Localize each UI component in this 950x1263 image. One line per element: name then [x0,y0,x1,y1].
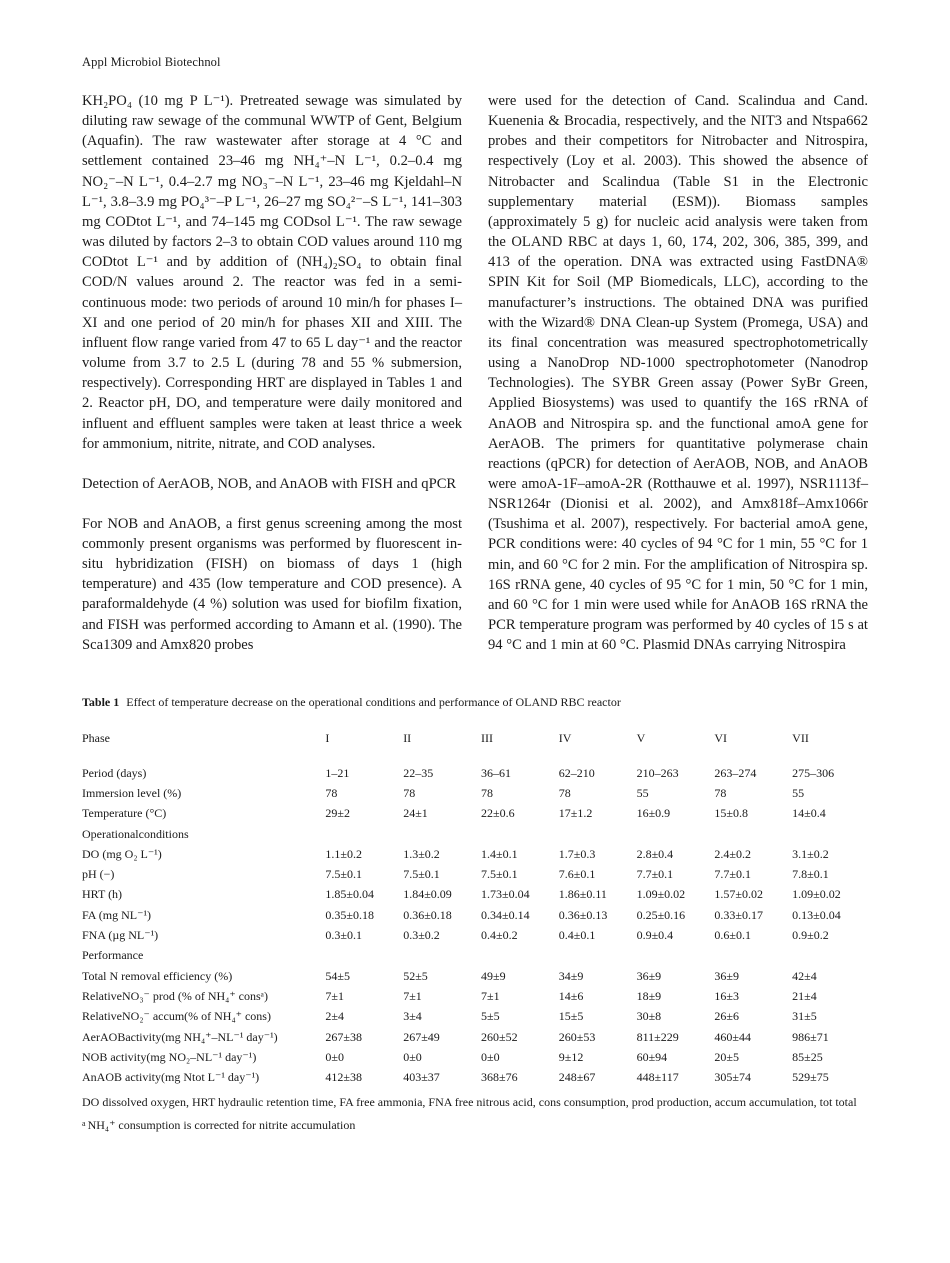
column-header: II [403,730,412,745]
column-header: V [636,730,646,745]
table-row [82,844,870,864]
table-cell [714,946,792,966]
table-row [82,763,870,783]
table-cell: 15±5 [558,1009,584,1024]
table-cell [403,824,481,844]
table-cell: 275–306 [792,765,835,780]
table-row [82,804,870,824]
table-row [82,885,870,905]
table-cell: 49±9 [480,968,506,983]
table-cell: 7±1 [403,988,422,1003]
column-header: Phase [82,730,110,745]
table-cell: 1.7±0.3 [558,846,596,861]
table-cell: 16±3 [714,988,739,1003]
table-cell: 7.7±0.1 [636,867,674,882]
row-label: HRT (h) [82,887,123,902]
table-cell: 210–263 [636,765,679,780]
table-cell: 17±1.2 [558,806,593,821]
column-header: VI [714,730,728,745]
table-cell [403,946,481,966]
footnote-a-text: NH₄⁺ consumption is corrected for nitrite accumulation [87,1118,356,1132]
row-label: AnAOB activity(mg Ntot L⁻¹ day⁻¹) [82,1070,260,1085]
table-cell: 986±71 [792,1029,829,1044]
table-cell: 5±5 [480,1009,500,1024]
table-cell: 36±9 [636,968,662,983]
table-cell: 0.35±0.18 [325,907,374,922]
table-cell: 0.6±0.1 [714,928,751,943]
table-cell: 16±0.9 [636,806,671,821]
table-cell: 412±38 [325,1070,362,1085]
column-header: VII [792,730,809,745]
table-row [82,1067,870,1087]
column-header: I [325,730,330,745]
table-cell: 368±76 [480,1070,518,1085]
table-cell: 24±1 [403,806,428,821]
table-cell: 78 [480,785,493,800]
table-cell: 7.6±0.1 [558,867,596,882]
table-cell: 0.36±0.18 [403,907,452,922]
table-footnotes [82,1094,870,1139]
table-1 [82,693,870,1088]
table-cell [637,946,715,966]
column-header: III [480,730,493,745]
table-cell: 0±0 [403,1049,422,1064]
table-cell: 403±37 [403,1070,440,1085]
table-cell: 811±229 [636,1029,679,1044]
footnote-a [82,1116,870,1133]
table-cell: 15±0.8 [714,806,748,821]
table-cell: 7±1 [325,988,344,1003]
table-cell: 78 [403,785,416,800]
table-cell [792,824,870,844]
table-cell: 55 [792,785,805,800]
table-cell: 30±8 [636,1009,662,1024]
table-cell: 305±74 [714,1070,751,1085]
table-cell: 14±6 [558,988,584,1003]
table-cell: 260±53 [558,1029,596,1044]
table-cell: 36–61 [480,765,511,780]
table-cell: 7.7±0.1 [714,867,751,882]
row-label: Performance [82,948,144,963]
left-paragraph-1: KH₂PO₄ (10 mg P L⁻¹). Pretreated sewage was simulated by diluting raw sewage of the communal WWTP of Gent, Belgium (Aquafin). The raw wastewater after storage at 4 °C and settlement contained 23–46 mg NH₄⁺–N L⁻¹, 0.2–0.4 mg NO₂⁻–N L⁻¹, 0.4–2.7 mg NO₃⁻–N L⁻¹, 23–46 mg Kjeldahl–N L⁻¹, 3.8–3.9 mg PO₄³⁻–P L⁻¹, 26–27 mg SO₄²⁻–S L⁻¹, 141–303 mg CODtot L⁻¹, and 74–145 mg CODsol L⁻¹. The raw sewage was diluted by factors 2–3 to obtain COD values around 110 mg CODtot L⁻¹ and by addition of (NH₄)₂SO₄ to obtain final COD/N values around 2. The reactor was fed in a semi-continuous mode: two periods of around 10 min/h for phases I–XI and one period of 20 min/h for phases XII and XIII. The influent flow range varied from 47 to 65 L day⁻¹ and the reactor volume from 3.7 to 2.5 L (during 78 and 55 % submersion, respectively). Corresponding HRT are displayed in Tables 1 and 2. Reactor pH, DO, and temperature were daily monitored and influent and effluent samples were taken at least thrice a week for ammonium, nitrite, nitrate, and COD analyses. [82,93,462,452]
left-paragraph-2: For NOB and AnAOB, a first genus screening among the most commonly present organisms was performed by fluorescent in-situ hybridization (FISH) on biomass of days 1 (high temperature) and 435 (low temperature and COD presence). A paraformaldehyde (4 %) solution was used for biofilm fixation, and FISH was performed according to Amann et al. (1990). The Sca1309 and Amx820 probes [82,515,462,653]
table-cell: 0.3±0.1 [325,928,362,943]
table-row [82,824,870,844]
table-cell: 3.1±0.2 [792,846,829,861]
table-cell: 263–274 [714,765,757,780]
table-cell: 2.4±0.2 [714,846,751,861]
data-table [82,727,870,1088]
table-cell: 1.1±0.2 [325,846,362,861]
table-cell: 55 [636,785,649,800]
table-cell: 22–35 [403,765,434,780]
table-cell: 7.5±0.1 [480,867,518,882]
table-cell: 42±4 [792,968,817,983]
row-label: AerAOBactivity(mg NH₄⁺–NL⁻¹ day⁻¹) [82,1029,278,1044]
right-paragraph-1: were used for the detection of Cand. Scalindua and Cand. Kuenenia & Brocadia, respectively, and the NIT3 and Ntspa662 probes and their competitors for Nitrobacter and Nitrospira, respectively (Loy et al. 2003). This showed the absence of Nitrobacter and Scalindua (Table S1 in the Electronic supplementary material (ESM)). Biomass samples (approximately 5 g) for nucleic acid analysis were taken from the OLAND RBC at days 1, 60, 174, 202, 306, 385, 399, and 413 of the operation. DNA was extracted using FastDNA® SPIN Kit for Soil (MP Biomedicals, LLC), according to the manufacturer’s instructions. The obtained DNA was purified with the Wizard® DNA Clean-up System (Promega, USA) and its final concentration was measured spectrophotometrically using a NanoDrop ND-1000 spectrophotometer (Nanodrop Technologies). The SYBR Green assay (Power SyBr Green, Applied Biosystems) was used to quantify the 16S rRNA of AnAOB and Nitrospira sp. and the functional amoA gene for AerAOB. The primers for quantitative polymerase chain reactions (qPCR) for detection of AerAOB, NOB, and AnAOB were amoA-1F–amoA-2R (Rotthauwe et al. 1997), NSR1113f–NSR1264r (Dionisi et al. 2002), and Amx818f–Amx1066r (Tsushima et al. 2007), respectively. For bacterial amoA gene, PCR conditions were: 40 cycles of 94 °C for 1 min, 55 °C for 1 min, and 60 °C for 2 min. For the amplification of Nitrospira sp. 16S rRNA gene, 40 cycles of 95 °C for 1 min, 50 °C for 1 min, and 60 °C for 1 min were used while for AnAOB 16S rRNA the PCR temperature program was performed by 40 cycles of 15 s at 94 °C and 1 min at 60 °C. Plasmid DNAs carrying Nitrospira [488,93,868,654]
table-cell: 52±5 [403,968,428,983]
table-cell: 248±67 [558,1070,596,1085]
table-cell: 31±5 [792,1009,817,1024]
table-body [82,763,870,1088]
table-cell: 1.57±0.02 [714,887,763,902]
row-label: pH (−) [82,867,115,882]
table-cell [637,824,715,844]
table-cell: 7±1 [480,988,500,1003]
table-cell [559,824,637,844]
table-cell [325,946,403,966]
table-cell: 0.4±0.2 [480,928,518,943]
row-label: RelativeNO₂⁻ accum(% of NH₄⁺ cons) [82,1009,271,1024]
table-row [82,1047,870,1067]
section-heading: Detection of AerAOB, NOB, and AnAOB with FISH and qPCR [82,475,457,492]
row-label: Temperature (°C) [82,806,167,821]
table-cell: 0.25±0.16 [636,907,686,922]
right-column [488,91,868,655]
table-caption [82,693,870,711]
table-cell: 20±5 [714,1049,739,1064]
table-cell: 460±44 [714,1029,751,1044]
footnote-abbreviations: DO dissolved oxygen, HRT hydraulic retention time, FA free ammonia, FNA free nitrous acid, cons consumption, prod production, accum accumulation, tot total [82,1095,857,1109]
table-cell: 9±12 [558,1049,584,1064]
table-cell: 78 [558,785,571,800]
table-caption-text: Effect of temperature decrease on the operational conditions and performance of OLAND RBC reactor [126,695,621,709]
row-label: NOB activity(mg NO₂–NL⁻¹ day⁻¹) [82,1049,257,1064]
table-cell: 0.4±0.1 [558,928,596,943]
table-cell: 448±117 [636,1070,679,1085]
table-cell: 260±52 [480,1029,518,1044]
table-cell: 7.5±0.1 [403,867,440,882]
table-cell: 26±6 [714,1009,739,1024]
row-label: Total N removal efficiency (%) [82,968,233,983]
table-cell [325,824,403,844]
table-cell: 2±4 [325,1009,344,1024]
table-row [82,946,870,966]
table-label: Table 1 [82,695,120,709]
row-label: DO (mg O₂ L⁻¹) [82,846,162,861]
table-cell [792,946,870,966]
table-row [82,783,870,803]
column-header: IV [558,730,572,745]
table-cell: 18±9 [636,988,662,1003]
table-row [82,966,870,986]
table-cell: 3±4 [403,1009,422,1024]
table-cell: 1.3±0.2 [403,846,440,861]
table-cell: 1.86±0.11 [558,887,607,902]
table-cell: 0.34±0.14 [480,907,530,922]
left-column [82,91,462,655]
table-cell [714,824,792,844]
table-row [82,864,870,884]
table-cell: 36±9 [714,968,739,983]
table-cell: 0±0 [325,1049,344,1064]
table-cell: 0±0 [480,1049,500,1064]
table-cell: 1.84±0.09 [403,887,452,902]
table-cell: 1–21 [325,765,350,780]
table-cell: 1.85±0.04 [325,887,374,902]
table-cell: 54±5 [325,968,350,983]
table-cell: 62–210 [558,765,595,780]
table-cell: 1.09±0.02 [636,887,686,902]
table-row [82,905,870,925]
table-header-row [82,727,870,749]
table-row [82,986,870,1006]
table-cell: 21±4 [792,988,817,1003]
table-cell: 1.4±0.1 [480,846,518,861]
footnote-a-mark: a [82,1119,86,1128]
table-cell [559,946,637,966]
row-label: FA (mg NL⁻¹) [82,907,152,922]
table-cell: 60±94 [636,1049,668,1064]
row-label: Immersion level (%) [82,785,182,800]
table-row [82,1027,870,1047]
row-label: FNA (µg NL⁻¹) [82,928,159,943]
table-row [82,1007,870,1027]
table-cell: 267±49 [403,1029,440,1044]
table-cell: 22±0.6 [480,806,515,821]
table-cell: 85±25 [792,1049,823,1064]
table-cell [481,824,559,844]
table-cell: 1.09±0.02 [792,887,841,902]
table-cell: 14±0.4 [792,806,826,821]
table-cell: 267±38 [325,1029,362,1044]
journal-header: Appl Microbiol Biotechnol [82,55,221,69]
table-row [82,925,870,945]
table-cell: 1.73±0.04 [480,887,530,902]
row-label: Period (days) [82,765,147,780]
table-cell: 0.9±0.2 [792,928,829,943]
table-cell: 78 [325,785,338,800]
table-cell: 2.8±0.4 [636,846,674,861]
table-cell: 7.5±0.1 [325,867,362,882]
table-cell: 29±2 [325,806,350,821]
row-label: Operationalconditions [82,826,189,841]
table-cell: 529±75 [792,1070,829,1085]
table-cell: 0.9±0.4 [636,928,674,943]
row-label: RelativeNO₃⁻ prod (% of NH₄⁺ consᵃ) [82,988,268,1003]
table-cell: 0.33±0.17 [714,907,763,922]
table-cell [481,946,559,966]
table-cell: 34±9 [558,968,584,983]
table-cell: 7.8±0.1 [792,867,829,882]
table-cell: 0.3±0.2 [403,928,440,943]
table-cell: 0.13±0.04 [792,907,841,922]
table-cell: 0.36±0.13 [558,907,608,922]
table-cell: 78 [714,785,727,800]
